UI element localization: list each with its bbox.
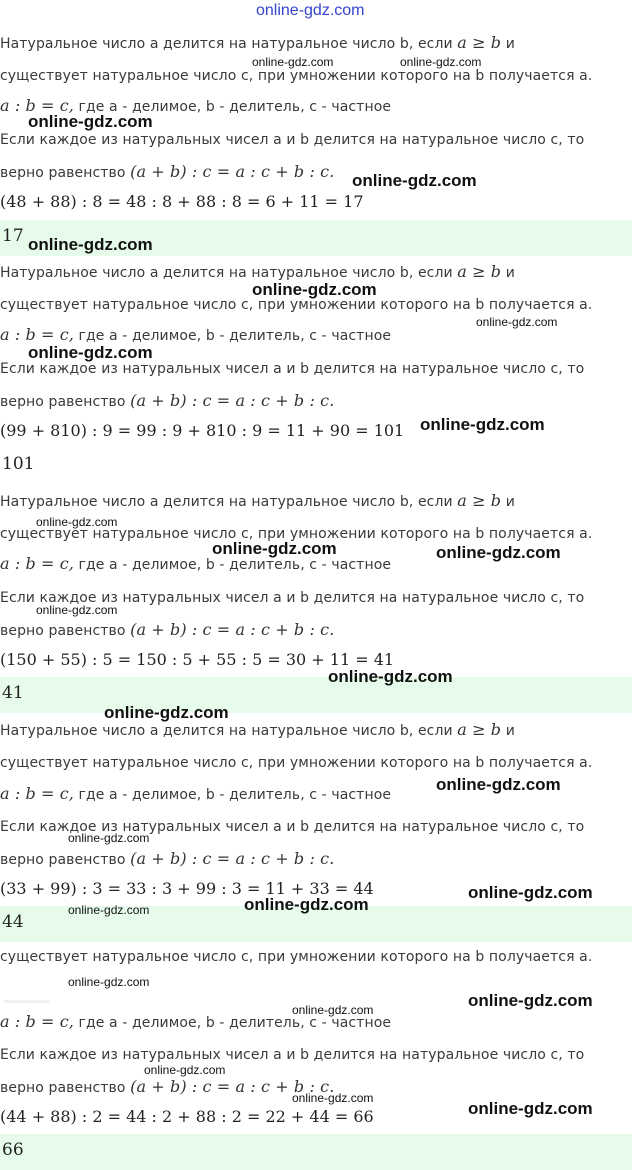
rule-line-5 (0, 1077, 334, 1098)
watermark: online-gdz.com (436, 543, 561, 562)
rule-text: верно равенство (0, 623, 126, 639)
watermark: online-gdz.com (476, 315, 558, 329)
rule-line-5 (0, 391, 334, 412)
rule-math: (a + b) : c = a : c + b : c. (130, 620, 335, 639)
rule-math: a : b = c, (0, 325, 74, 344)
rule-line-2: существует натуральное число c, при умножении которого на b получается a. (0, 949, 593, 965)
rule-text: Натуральное число a делится на натуральное число b, если (0, 36, 453, 52)
rule-line-4: Если каждое из натуральных чисел a и b делится на натуральное число c, то (0, 819, 585, 835)
rule-text: Натуральное число a делится на натуральное число b, если (0, 265, 453, 281)
rule-line-2: существует натуральное число c, при умножении которого на b получается a. (0, 297, 593, 313)
watermark: online-gdz.com (328, 667, 453, 686)
rule-math: (a + b) : c = a : c + b : c. (130, 1077, 335, 1096)
answer-band (0, 1134, 632, 1170)
rule-line-2: существует натуральное число c, при умножении которого на b получается a. (0, 755, 593, 771)
answer: 101 (2, 454, 35, 474)
answer: 66 (2, 1140, 24, 1160)
watermark: online-gdz.com (252, 280, 377, 299)
rule-text: верно равенство (0, 852, 126, 868)
watermark: online-gdz.com (212, 539, 337, 558)
rule-text: и (505, 265, 515, 281)
rule-text: и (505, 494, 515, 510)
watermark: online-gdz.com (28, 235, 153, 254)
answer-band (0, 448, 632, 484)
watermark: online-gdz.com (400, 55, 482, 69)
watermark: online-gdz.com (252, 55, 334, 69)
rule-text: где a - делимое, b - делитель, c - частное (78, 1015, 392, 1031)
rule-line-2: существует натуральное число c, при умножении которого на b получается a. (0, 68, 593, 84)
rule-line-1 (0, 33, 515, 54)
rule-text: и (505, 723, 515, 739)
watermark: online-gdz.com (144, 1063, 226, 1077)
rule-math: (a + b) : c = a : c + b : c. (130, 849, 335, 868)
rule-math: a ≥ b (457, 262, 502, 281)
faded-line (4, 1000, 50, 1003)
watermark: online-gdz.com (468, 991, 593, 1010)
watermark: online-gdz.com (28, 343, 153, 362)
rule-text: где a - делимое, b - делитель, c - частное (78, 557, 392, 573)
equation: (150 + 55) : 5 = 150 : 5 + 55 : 5 = 30 + 11 = 41 (0, 650, 395, 669)
watermark: online-gdz.com (292, 1091, 374, 1105)
watermark: online-gdz.com (36, 515, 118, 529)
rule-line-5 (0, 162, 334, 183)
watermark: online-gdz.com (292, 1003, 374, 1017)
watermark: online-gdz.com (244, 895, 369, 914)
answer: 41 (2, 683, 24, 703)
rule-text: верно равенство (0, 1080, 126, 1096)
rule-math: a : b = c, (0, 1012, 74, 1031)
answer: 44 (2, 912, 24, 932)
equation: (33 + 99) : 3 = 33 : 3 + 99 : 3 = 11 + 33 = 44 (0, 879, 374, 898)
rule-text: где a - делимое, b - делитель, c - частное (78, 99, 392, 115)
rule-text: верно равенство (0, 165, 126, 181)
rule-math: a : b = c, (0, 96, 74, 115)
equation: (48 + 88) : 8 = 48 : 8 + 88 : 8 = 6 + 11 = 17 (0, 192, 364, 211)
watermark: online-gdz.com (104, 703, 229, 722)
watermark: online-gdz.com (68, 975, 150, 989)
rule-text: Натуральное число a делится на натуральное число b, если (0, 723, 453, 739)
rule-math: (a + b) : c = a : c + b : c. (130, 162, 335, 181)
rule-line-5 (0, 620, 334, 641)
rule-line-1 (0, 720, 515, 741)
watermark: online-gdz.com (36, 603, 118, 617)
equation: (99 + 810) : 9 = 99 : 9 + 810 : 9 = 11 + 90 = 101 (0, 421, 405, 440)
watermark: online-gdz.com (352, 171, 477, 190)
watermark: online-gdz.com (468, 1099, 593, 1118)
rule-math: a : b = c, (0, 554, 74, 573)
rule-math: a : b = c, (0, 784, 74, 803)
watermark: online-gdz.com (436, 775, 561, 794)
rule-line-4: Если каждое из натуральных чисел a и b делится на натуральное число c, то (0, 1047, 585, 1063)
rule-line-1 (0, 491, 515, 512)
rule-line-4: Если каждое из натуральных чисел a и b делится на натуральное число c, то (0, 132, 585, 148)
rule-line-4: Если каждое из натуральных чисел a и b делится на натуральное число c, то (0, 361, 585, 377)
watermark-header: online-gdz.com (256, 2, 365, 19)
watermark: online-gdz.com (68, 903, 150, 917)
rule-text: где a - делимое, b - делитель, c - частное (78, 787, 392, 803)
watermark: online-gdz.com (420, 415, 545, 434)
rule-line-4: Если каждое из натуральных чисел a и b делится на натуральное число c, то (0, 590, 585, 606)
rule-math: a ≥ b (457, 720, 502, 739)
rule-text: верно равенство (0, 394, 126, 410)
watermark: online-gdz.com (468, 883, 593, 902)
rule-math: a ≥ b (457, 33, 502, 52)
rule-text: Натуральное число a делится на натуральное число b, если (0, 494, 453, 510)
rule-text: где a - делимое, b - делитель, c - частное (78, 328, 392, 344)
rule-math: (a + b) : c = a : c + b : c. (130, 391, 335, 410)
answer-band (0, 677, 632, 713)
equation: (44 + 88) : 2 = 44 : 2 + 88 : 2 = 22 + 44 = 66 (0, 1107, 374, 1126)
watermark: online-gdz.com (68, 831, 150, 845)
rule-line-5 (0, 849, 334, 870)
rule-line-3 (0, 784, 391, 805)
rule-math: a ≥ b (457, 491, 502, 510)
watermark: online-gdz.com (28, 112, 153, 131)
rule-line-2: существует натуральное число c, при умножении которого на b получается a. (0, 526, 593, 542)
rule-text: и (505, 36, 515, 52)
answer: 17 (2, 226, 24, 246)
